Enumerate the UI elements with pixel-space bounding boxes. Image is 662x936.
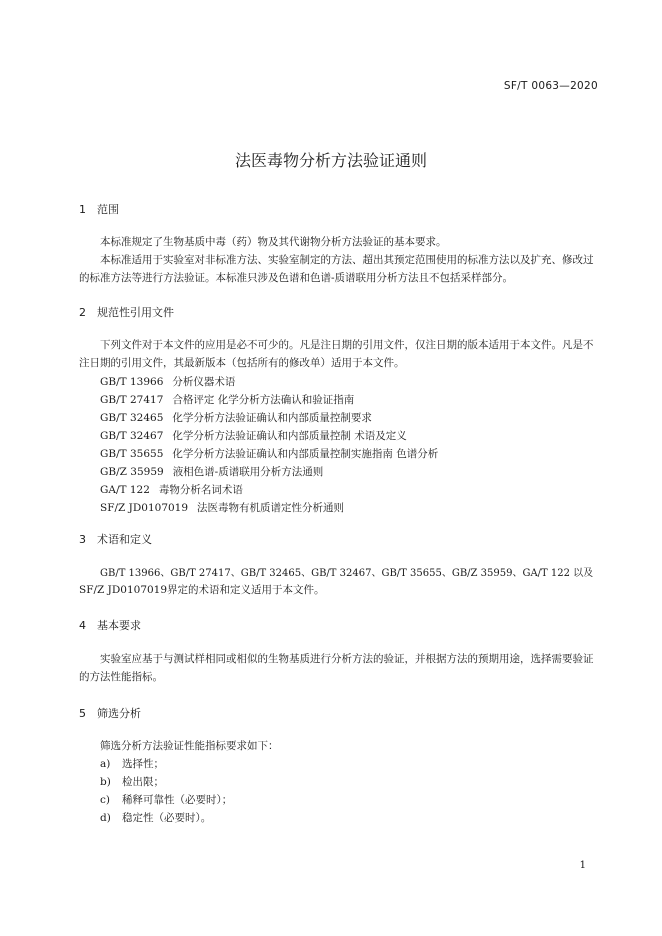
list-marker: d) — [100, 812, 111, 824]
section-5-intro: 筛选分析方法验证性能指标要求如下： — [100, 740, 279, 752]
list-text: 检出限； — [122, 776, 164, 788]
section-number: 4 — [79, 619, 86, 632]
reference-item — [100, 464, 323, 479]
section-number: 1 — [79, 203, 86, 216]
section-1-paragraph: 本标准规定了生物基质中毒（药）物及其代谢物分析方法验证的基本要求。 — [100, 236, 447, 248]
reference-item — [100, 410, 372, 425]
section-number: 3 — [79, 533, 86, 546]
reference-title: 分析仪器术语 — [172, 376, 236, 388]
page-number: 1 — [579, 860, 586, 871]
reference-item — [100, 446, 438, 461]
section-number: 5 — [79, 707, 86, 720]
reference-code: SF/Z JD0107019 — [100, 502, 189, 514]
reference-title: 化学分析方法验证确认和内部质量控制要求 — [172, 412, 372, 424]
section-5-heading — [79, 705, 141, 721]
section-number: 2 — [79, 306, 86, 319]
list-text: 稳定性（必要时）。 — [122, 812, 212, 824]
section-3-heading — [79, 531, 152, 547]
reference-title: 法医毒物有机质谱定性分析通则 — [197, 502, 345, 514]
list-text: 稀释可靠性（必要时）； — [122, 794, 233, 806]
list-marker: a) — [100, 758, 111, 770]
reference-item — [100, 482, 243, 497]
reference-code: GB/Z 35959 — [100, 466, 164, 478]
reference-code: GB/T 32465 — [100, 412, 164, 424]
section-3-text-line: GB/T 13966、GB/T 27417、GB/T 32465、GB/T 32467、GB/T 35655、GB/Z 35959、GA/T 122 以及 — [100, 568, 594, 579]
reference-code: GB/T 13966 — [100, 376, 164, 388]
section-2-heading — [79, 304, 174, 320]
document-code: SF/T 0063—2020 — [503, 80, 598, 92]
reference-title: 化学分析方法验证确认和内部质量控制 术语及定义 — [172, 430, 407, 442]
reference-item — [100, 392, 354, 407]
reference-title: 合格评定 化学分析方法确认和验证指南 — [172, 394, 355, 406]
reference-item — [100, 374, 235, 389]
reference-code: GB/T 32467 — [100, 430, 164, 442]
section-4-heading — [79, 617, 141, 633]
list-item — [100, 792, 232, 807]
list-marker: b) — [100, 776, 111, 788]
reference-code: GB/T 35655 — [100, 448, 164, 460]
section-3-text-line: SF/Z JD0107019界定的术语和定义适用于本文件。 — [79, 584, 325, 596]
section-1-heading — [79, 201, 119, 217]
list-marker: c) — [100, 794, 110, 806]
section-4-paragraph: 实验室应基于与测试样相同或相似的生物基质进行分析方法的验证，并根据方法的预期用途，选择需要验证的方法性能指标。 — [79, 653, 594, 683]
section-title: 筛选分析 — [97, 707, 141, 720]
reference-title: 化学分析方法验证确认和内部质量控制实施指南 色谱分析 — [172, 448, 439, 460]
section-title: 规范性引用文件 — [97, 306, 174, 319]
list-item — [100, 774, 164, 789]
section-2-intro: 下列文件对于本文件的应用是必不可少的。凡是注日期的引用文件，仅注日期的版本适用于本文件。凡是不注日期的引用文件，其最新版本（包括所有的修改单）适用于本文件。 — [79, 339, 594, 369]
reference-title: 毒物分析名词术语 — [158, 484, 243, 496]
section-title: 术语和定义 — [97, 533, 152, 546]
reference-title: 液相色谱-质谱联用分析方法通则 — [172, 466, 324, 478]
reference-item — [100, 428, 407, 443]
reference-code: GA/T 122 — [100, 484, 150, 496]
reference-item — [100, 500, 344, 515]
list-item — [100, 810, 211, 825]
section-title: 基本要求 — [97, 619, 141, 632]
section-1-paragraph: 本标准适用于实验室对非标准方法、实验室制定的方法、超出其预定范围使用的标准方法以及扩充、修改过的标准方法等进行方法验证。本标准只涉及色谱和色谱-质谱联用分析方法且不包括采样部分。 — [79, 254, 594, 284]
list-item — [100, 756, 164, 771]
reference-code: GB/T 27417 — [100, 394, 164, 406]
list-text: 选择性； — [122, 758, 164, 770]
section-title: 范围 — [97, 203, 119, 216]
document-title: 法医毒物分析方法验证通则 — [234, 151, 427, 170]
